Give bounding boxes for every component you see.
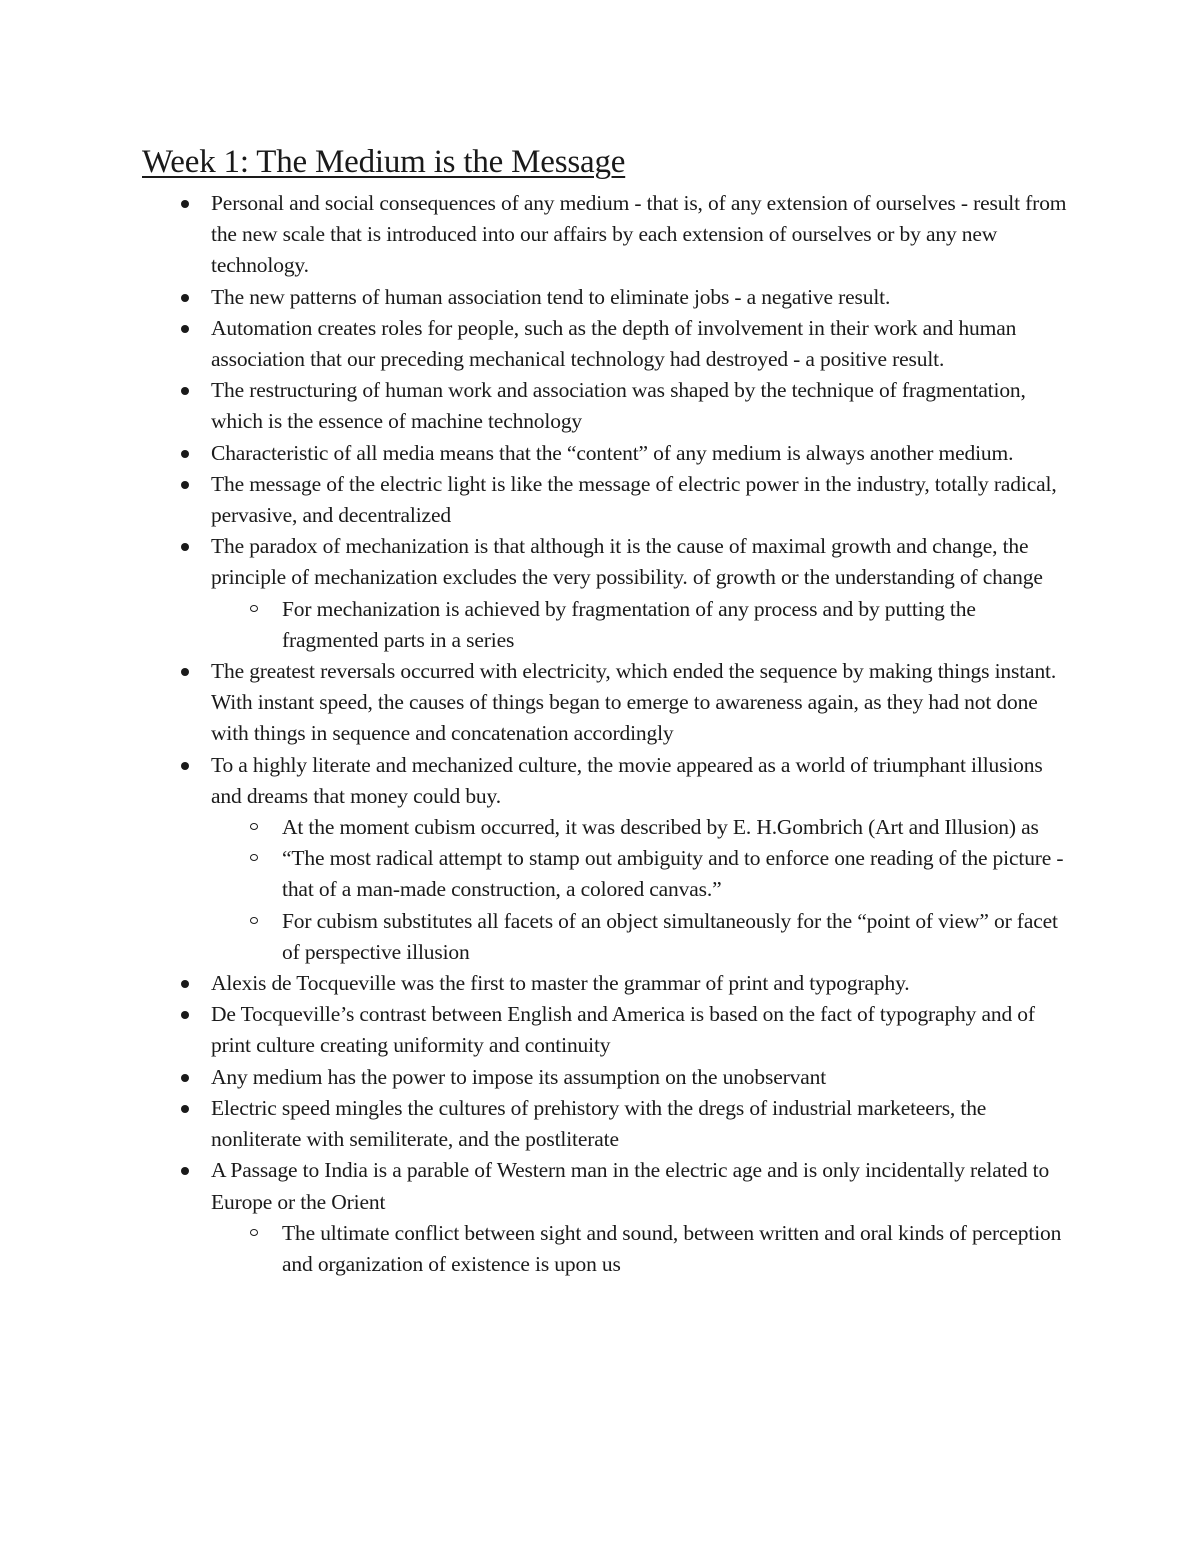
bullet-icon: [181, 543, 189, 551]
sub-list-item: [142, 843, 1072, 905]
sub-list-item: [142, 1218, 1072, 1280]
bullet-icon: [181, 980, 189, 988]
sub-list-item: [142, 812, 1072, 843]
hollow-bullet-icon: [250, 917, 258, 924]
sub-list-item: [142, 594, 1072, 656]
list-item: [142, 750, 1072, 968]
list-item: [142, 968, 1072, 999]
bullet-icon: [181, 762, 189, 770]
list-item-text: The greatest reversals occurred with electricity, which ended the sequence by making things instant. With instant speed, the causes of things began to emerge to awareness again, as they had not done with things in sequence and concatenation accordingly: [211, 659, 1057, 746]
list-item-text: The new patterns of human association tend to eliminate jobs - a negative result.: [211, 284, 891, 309]
list-item: [142, 1155, 1072, 1280]
list-item-text: A Passage to India is a parable of Western man in the electric age and is only incidentally related to Europe or the Orient: [211, 1158, 1050, 1214]
bullet-icon: [181, 387, 189, 395]
list-item: [142, 375, 1072, 437]
bullet-icon: [181, 1011, 189, 1019]
list-item: [142, 282, 1072, 313]
list-item-text: Personal and social consequences of any medium - that is, of any extension of ourselves - result from the new scale that is introduced into our affairs by each extension of ourselves or by any new technology.: [211, 191, 1067, 278]
list-item-text: Automation creates roles for people, such as the depth of involvement in their work and human association that our preceding mechanical technology had destroyed - a positive result.: [211, 315, 1017, 372]
bullet-icon: [181, 450, 189, 458]
list-item-text: Alexis de Tocqueville was the first to master the grammar of print and typography.: [211, 971, 910, 996]
list-item: [142, 656, 1072, 750]
list-item: [142, 313, 1072, 375]
list-item: [142, 999, 1072, 1061]
list-item: [142, 1093, 1072, 1155]
list-item: [142, 438, 1072, 469]
sub-list-item-text: The ultimate conflict between sight and sound, between written and oral kinds of perception and organization of existence is upon us: [282, 1220, 1062, 1276]
page-title: Week 1: The Medium is the Message: [142, 144, 626, 180]
bullet-icon: [181, 200, 189, 208]
sub-list: [142, 594, 1072, 656]
list-item: [142, 531, 1072, 656]
hollow-bullet-icon: [250, 854, 258, 861]
list-item-text: The message of the electric light is like the message of electric power in the industry, totally radical, pervasive, and decentralized: [211, 471, 1057, 528]
list-item: [142, 1062, 1072, 1093]
hollow-bullet-icon: [250, 823, 258, 830]
list-item-text: The paradox of mechanization is that although it is the cause of maximal growth and change, the principle of mechanization excludes the very possibility. of growth or the understanding of change: [211, 534, 1043, 590]
list-item: [142, 469, 1072, 531]
list-item-text: Any medium has the power to impose its assumption on the unobservant: [211, 1064, 827, 1089]
list-item-text: The restructuring of human work and association was shaped by the technique of fragmentation, which is the essence of machine technology: [211, 378, 1026, 434]
document-page: [142, 140, 1072, 1280]
sub-list-item-text: For mechanization is achieved by fragmentation of any process and by putting the fragmented parts in a series: [282, 596, 976, 652]
sub-list-item-text: “The most radical attempt to stamp out ambiguity and to enforce one reading of the picture - that of a man-made construction, a colored canvas.”: [282, 846, 1064, 902]
bullet-icon: [181, 668, 189, 676]
list-item-text: Characteristic of all media means that the “content” of any medium is always another medium.: [211, 440, 1014, 465]
sub-list-item-text: At the moment cubism occurred, it was described by E. H.Gombrich (Art and Illusion) as: [282, 815, 1039, 840]
hollow-bullet-icon: [250, 1229, 258, 1236]
sub-list: [142, 1218, 1072, 1280]
bullet-icon: [181, 325, 189, 333]
bullet-icon: [181, 1105, 189, 1113]
sub-list: [142, 812, 1072, 968]
bullet-list: [142, 188, 1072, 1280]
hollow-bullet-icon: [250, 605, 258, 612]
list-item-text: To a highly literate and mechanized culture, the movie appeared as a world of triumphant illusions and dreams that money could buy.: [211, 752, 1043, 808]
list-item-text: Electric speed mingles the cultures of prehistory with the dregs of industrial marketeers, the nonliterate with semiliterate, and the postliterate: [211, 1095, 987, 1152]
list-item: [142, 188, 1072, 282]
bullet-icon: [181, 294, 189, 302]
sub-list-item: [142, 906, 1072, 968]
sub-list-item-text: For cubism substitutes all facets of an object simultaneously for the “point of view” or facet of perspective illusion: [282, 908, 1058, 964]
bullet-icon: [181, 481, 189, 489]
bullet-icon: [181, 1167, 189, 1175]
bullet-icon: [181, 1074, 189, 1082]
list-item-text: De Tocqueville’s contrast between English and America is based on the fact of typography and of print culture creating uniformity and continuity: [211, 1002, 1035, 1058]
